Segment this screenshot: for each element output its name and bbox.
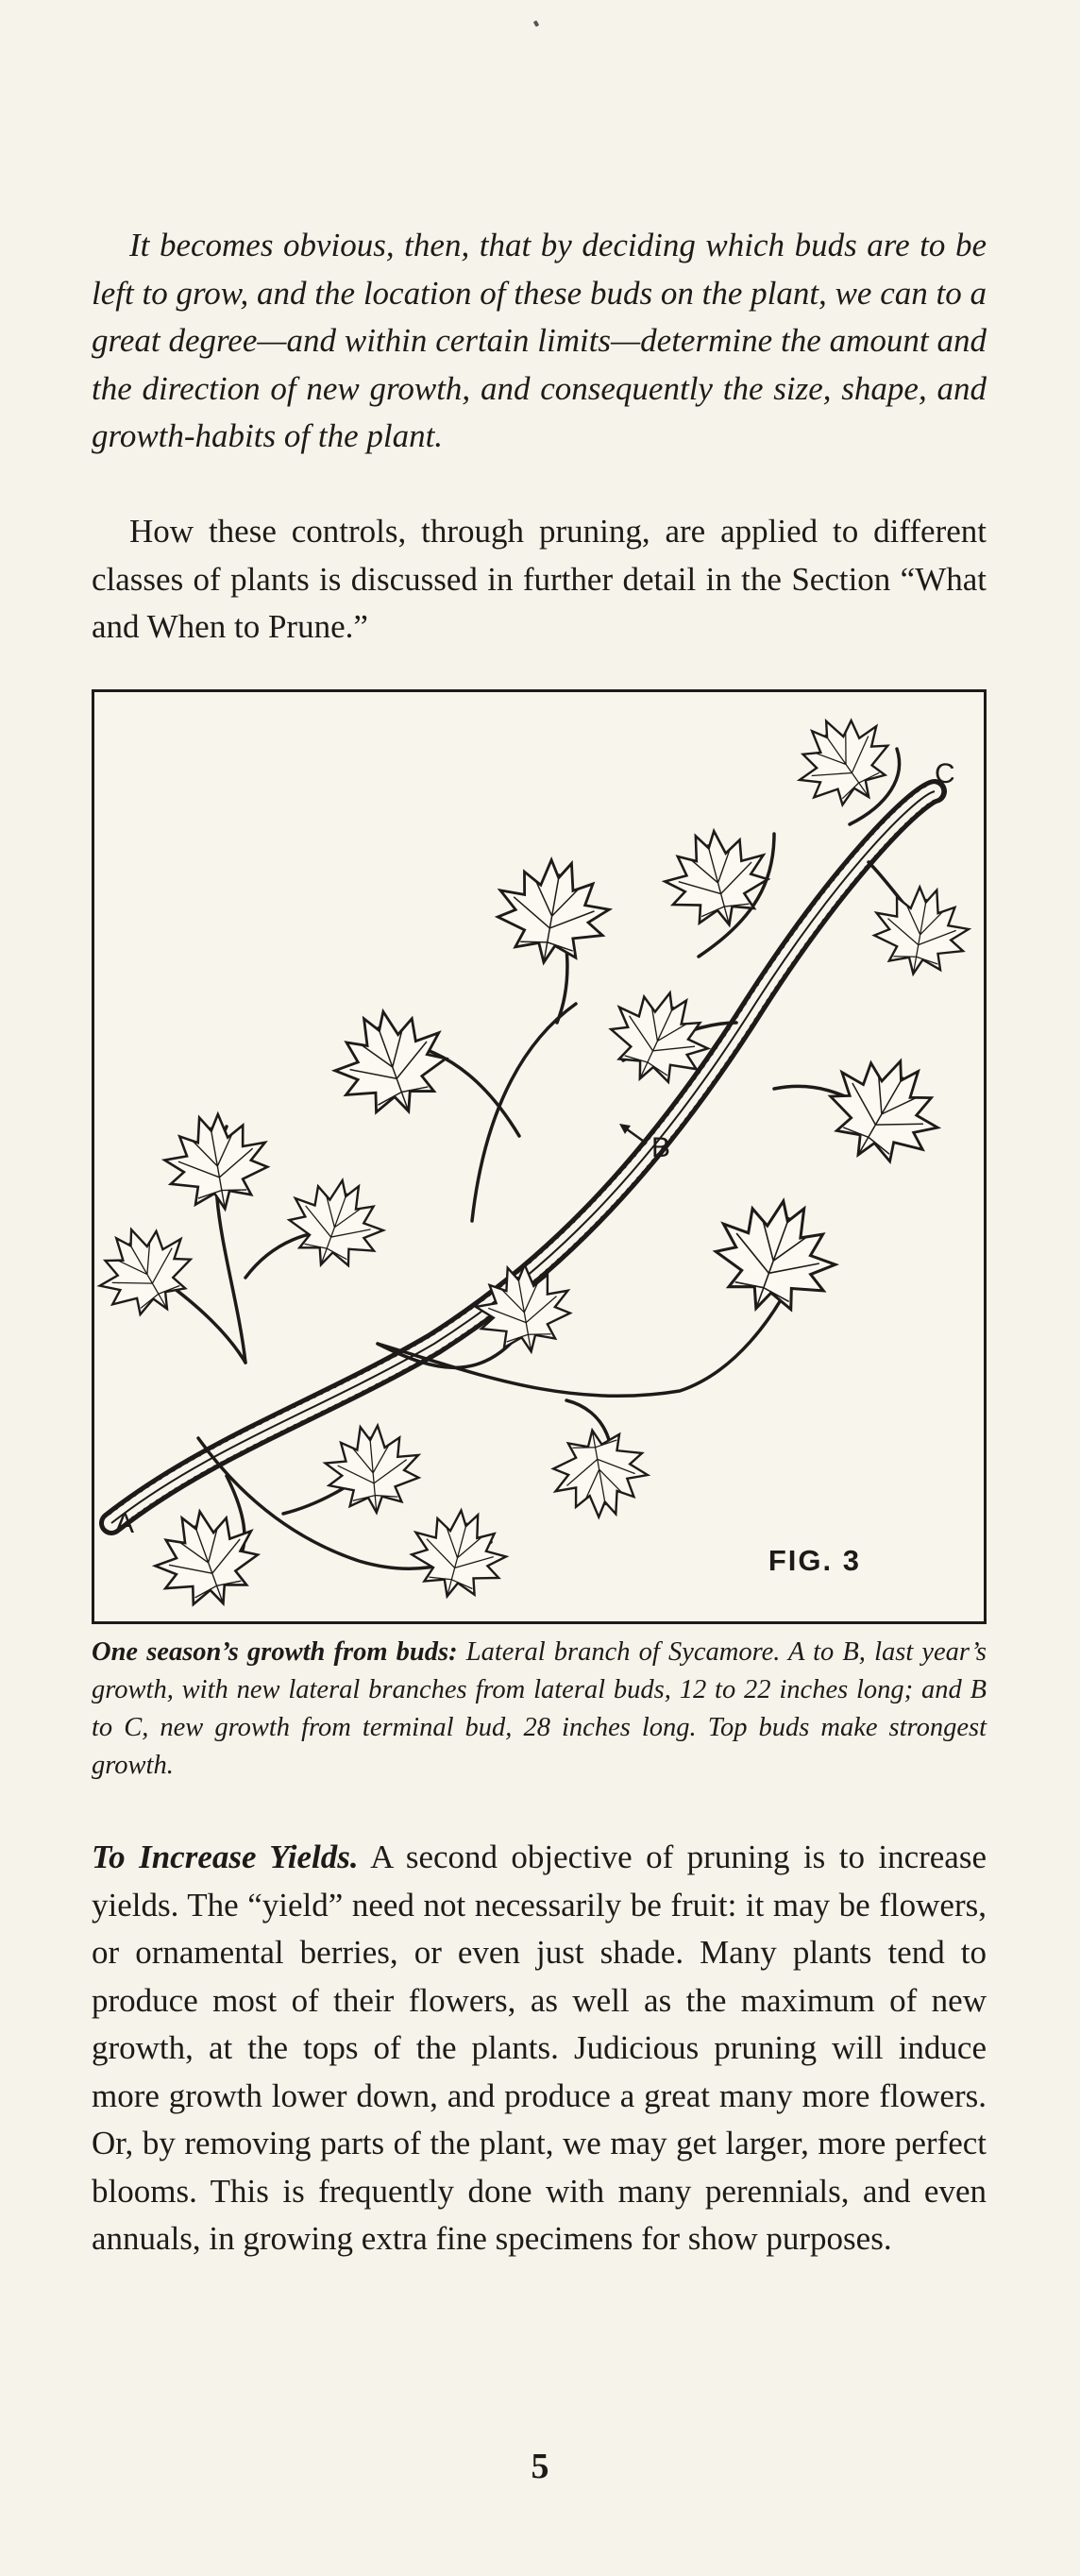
figure-3-illustration: [92, 689, 987, 1624]
point-b-label: B: [651, 1132, 671, 1163]
figure-number: FIG. 3: [768, 1544, 861, 1577]
point-c-label: C: [935, 758, 955, 789]
figure-caption: [92, 1634, 987, 1785]
caption-text: Lateral branch of Sycamore. A to B, last year’s growth, with new lateral branches from lateral buds, 12 to 22 inches long; and B to C, new growth from terminal bud, 28 inches long. Top buds make strongest growth.: [92, 1637, 987, 1780]
section-heading: To Increase Yields.: [92, 1839, 359, 1875]
point-a-label: A: [115, 1508, 135, 1539]
intro-paragraph-roman: [92, 508, 987, 652]
ink-speck: [533, 20, 539, 26]
intro-paragraph-italic: [92, 222, 987, 461]
sycamore-branch-drawing: [94, 692, 984, 1621]
section-paragraph: [92, 1834, 987, 2263]
section-text: A second objective of pruning is to increase yields. The “yield” need not necessarily be fruit: it may be flowers, or ornamental berries, or even just shade. Many plants tend to produce most of their flowers, as well as the maximum of new growth, at the tops of the plants. Judicious pruning will induce more growth lower down, and produce a great many more flowers. Or, by removing parts of the plant, we may get larger, more perfect blooms. This is frequently done with many perennials, and even annuals, in growing extra fine specimens for show purposes.: [92, 1839, 987, 2257]
page-number: 5: [531, 2447, 549, 2486]
intro-italic-text: It becomes obvious, then, that by deciding which buds are to be left to grow, and the location of these buds on the plant, we can to a great degree—and within certain limits—determine the amount and the direction of new growth, and consequently the size, shape, and growth-habits of the plant.: [92, 227, 987, 454]
caption-lead: One season’s growth from buds:: [92, 1637, 458, 1667]
intro-roman-text: How these controls, through pruning, are applied to different classes of plants is discussed in further detail in the Section “What and When to Prune.”: [92, 513, 987, 645]
